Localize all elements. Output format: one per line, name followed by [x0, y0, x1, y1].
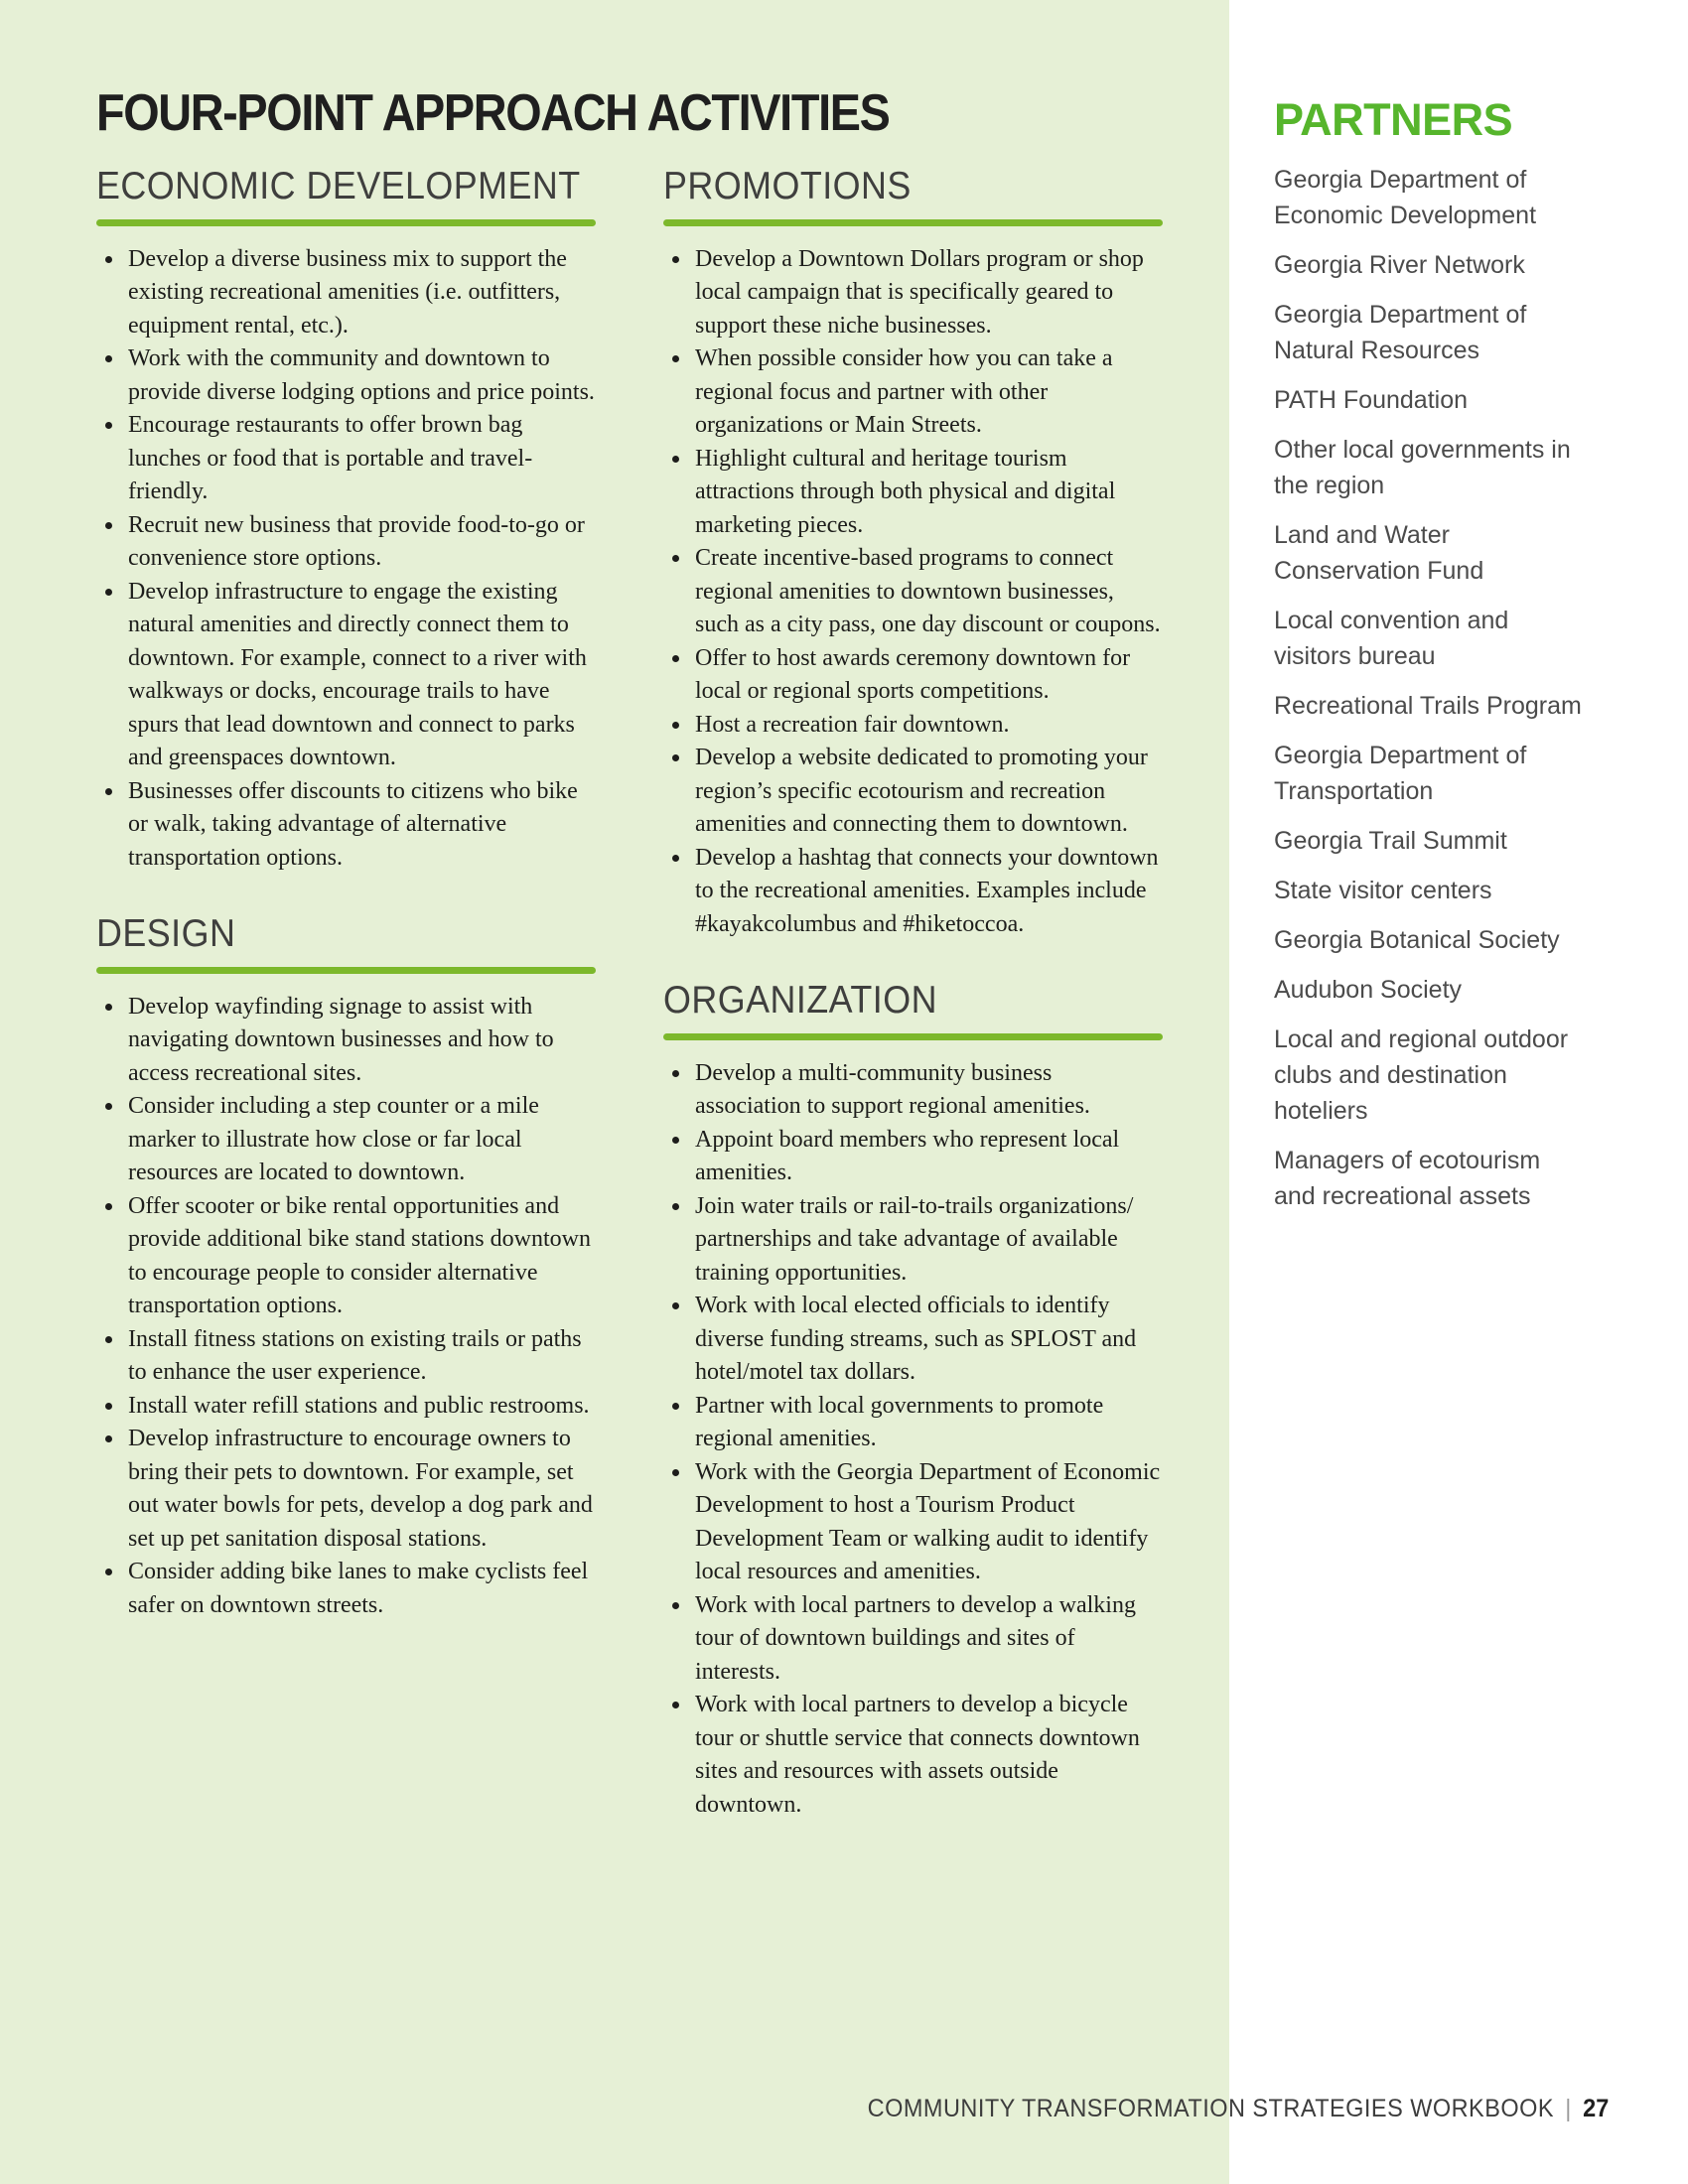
bullet-list	[663, 243, 1163, 942]
partner-item: Other local governments in the region	[1274, 436, 1571, 499]
partner-item: Local and regional outdoor clubs and destination hoteliers	[1274, 1025, 1569, 1125]
bullet-item: Partner with local governments to promote regional amenities.	[663, 1390, 1163, 1456]
partners-heading: PARTNERS	[1274, 94, 1513, 145]
section-underline	[96, 219, 596, 226]
section-heading: PROMOTIONS	[663, 165, 912, 207]
bullet-item: When possible consider how you can take a regional focus and partner with other organizations or Main Streets.	[663, 342, 1163, 443]
bullet-item: Encourage restaurants to offer brown bag lunches or food that is portable and travel-friendly.	[96, 409, 596, 509]
bullet-list	[96, 991, 596, 1623]
bullet-item: Develop a Downtown Dollars program or shop local campaign that is specifically geared to support these niche businesses.	[663, 243, 1163, 343]
partner-item: Local convention and visitors bureau	[1274, 607, 1509, 670]
section-underline	[663, 219, 1163, 226]
section-heading: ECONOMIC DEVELOPMENT	[96, 165, 581, 207]
bullet-item: Offer scooter or bike rental opportunities and provide additional bike stand stations downtown to encourage people to consider alternative transportation options.	[96, 1190, 596, 1323]
partner-item: Land and Water Conservation Fund	[1274, 521, 1484, 585]
partner-item: PATH Foundation	[1274, 386, 1469, 414]
bullet-item: Recruit new business that provide food-to-go or convenience store options.	[96, 509, 596, 576]
bullet-item: Join water trails or rail-to-trails organizations/ partnerships and take advantage of available training opportunities.	[663, 1190, 1163, 1291]
section-heading: ORGANIZATION	[663, 979, 937, 1023]
partner-item: Georgia River Network	[1274, 251, 1525, 279]
partner-item: State visitor centers	[1274, 877, 1492, 904]
bullet-item: Develop a multi-community business association to support regional amenities.	[663, 1057, 1163, 1124]
bullet-item: Work with local partners to develop a bicycle tour or shuttle service that connects downtown sites and resources with assets outside downtown.	[663, 1689, 1163, 1822]
bullet-item: Work with local partners to develop a walking tour of downtown buildings and sites of interests.	[663, 1589, 1163, 1690]
main-content	[96, 84, 1164, 1822]
bullet-item: Create incentive-based programs to connect regional amenities to downtown businesses, such as a city pass, one day discount or coupons.	[663, 542, 1163, 642]
bullet-item: Install water refill stations and public restrooms.	[96, 1390, 596, 1424]
bullet-item: Work with local elected officials to identify diverse funding streams, such as SPLOST and hotel/motel tax dollars.	[663, 1290, 1163, 1390]
bullet-item: Appoint board members who represent local amenities.	[663, 1124, 1163, 1190]
bullet-list	[96, 243, 596, 876]
bullet-item: Businesses offer discounts to citizens who bike or walk, taking advantage of alternative transportation options.	[96, 775, 596, 876]
bullet-item: Develop a website dedicated to promoting your region’s specific ecotourism and recreation amenities and connecting them to downtown.	[663, 742, 1163, 842]
partner-item: Georgia Department of Natural Resources	[1274, 301, 1527, 364]
bullet-item: Work with the Georgia Department of Economic Development to host a Tourism Product Development Team or walking audit to identify local resources and amenities.	[663, 1456, 1163, 1589]
partner-item: Georgia Department of Economic Development	[1274, 166, 1537, 229]
bullet-item: Install fitness stations on existing trails or paths to enhance the user experience.	[96, 1323, 596, 1390]
footer-text: COMMUNITY TRANSFORMATION STRATEGIES WORKBOOK	[867, 2095, 1554, 2122]
partner-item: Managers of ecotourism and recreational assets	[1274, 1147, 1541, 1210]
bullet-item: Consider including a step counter or a mile marker to illustrate how close or far local resources are located to downtown.	[96, 1090, 596, 1190]
bullet-item: Consider adding bike lanes to make cyclists feel safer on downtown streets.	[96, 1556, 596, 1622]
column-2	[663, 165, 1163, 1822]
page-title: FOUR-POINT APPROACH ACTIVITIES	[96, 84, 890, 142]
bullet-item: Develop infrastructure to encourage owners to bring their pets to downtown. For example, set out water bowls for pets, develop a dog park and set up pet sanitation disposal stations.	[96, 1423, 596, 1556]
bullet-item: Develop a diverse business mix to support the existing recreational amenities (i.e. outfitters, equipment rental, etc.).	[96, 243, 596, 343]
section-design	[96, 912, 596, 1622]
footer-page-number: 27	[1582, 2095, 1609, 2122]
bullet-item: Develop infrastructure to engage the existing natural amenities and directly connect them to downtown. For example, connect to a river with walkways or docks, encourage trails to have spurs that lead downtown and connect to parks and greenspaces downtown.	[96, 576, 596, 775]
bullet-list	[663, 1057, 1163, 1823]
section-underline	[663, 1033, 1163, 1040]
section-heading: DESIGN	[96, 912, 236, 956]
partner-item: Recreational Trails Program	[1274, 692, 1582, 720]
section-promotions	[663, 165, 1163, 941]
two-column-layout	[96, 165, 1164, 1822]
partners-list	[1274, 162, 1587, 1214]
section-underline	[96, 967, 596, 974]
bullet-item: Host a recreation fair downtown.	[663, 709, 1163, 743]
partner-item: Georgia Department of Transportation	[1274, 742, 1527, 805]
section-economic-development	[96, 165, 596, 875]
bullet-item: Offer to host awards ceremony downtown for local or regional sports competitions.	[663, 642, 1163, 709]
partner-item: Georgia Trail Summit	[1274, 827, 1507, 855]
bullet-item: Highlight cultural and heritage tourism attractions through both physical and digital marketing pieces.	[663, 443, 1163, 543]
bullet-item: Develop a hashtag that connects your downtown to the recreational amenities. Examples include #kayakcolumbus and #hiketoccoa.	[663, 842, 1163, 942]
footer-separator: |	[1564, 2095, 1572, 2122]
page-footer	[867, 2095, 1609, 2123]
section-organization	[663, 979, 1163, 1822]
partners-sidebar	[1274, 94, 1587, 1228]
partner-item: Georgia Botanical Society	[1274, 926, 1560, 954]
column-1	[96, 165, 596, 1822]
bullet-item: Develop wayfinding signage to assist with navigating downtown businesses and how to access recreational sites.	[96, 991, 596, 1091]
bullet-item: Work with the community and downtown to provide diverse lodging options and price points.	[96, 342, 596, 409]
partner-item: Audubon Society	[1274, 976, 1463, 1004]
